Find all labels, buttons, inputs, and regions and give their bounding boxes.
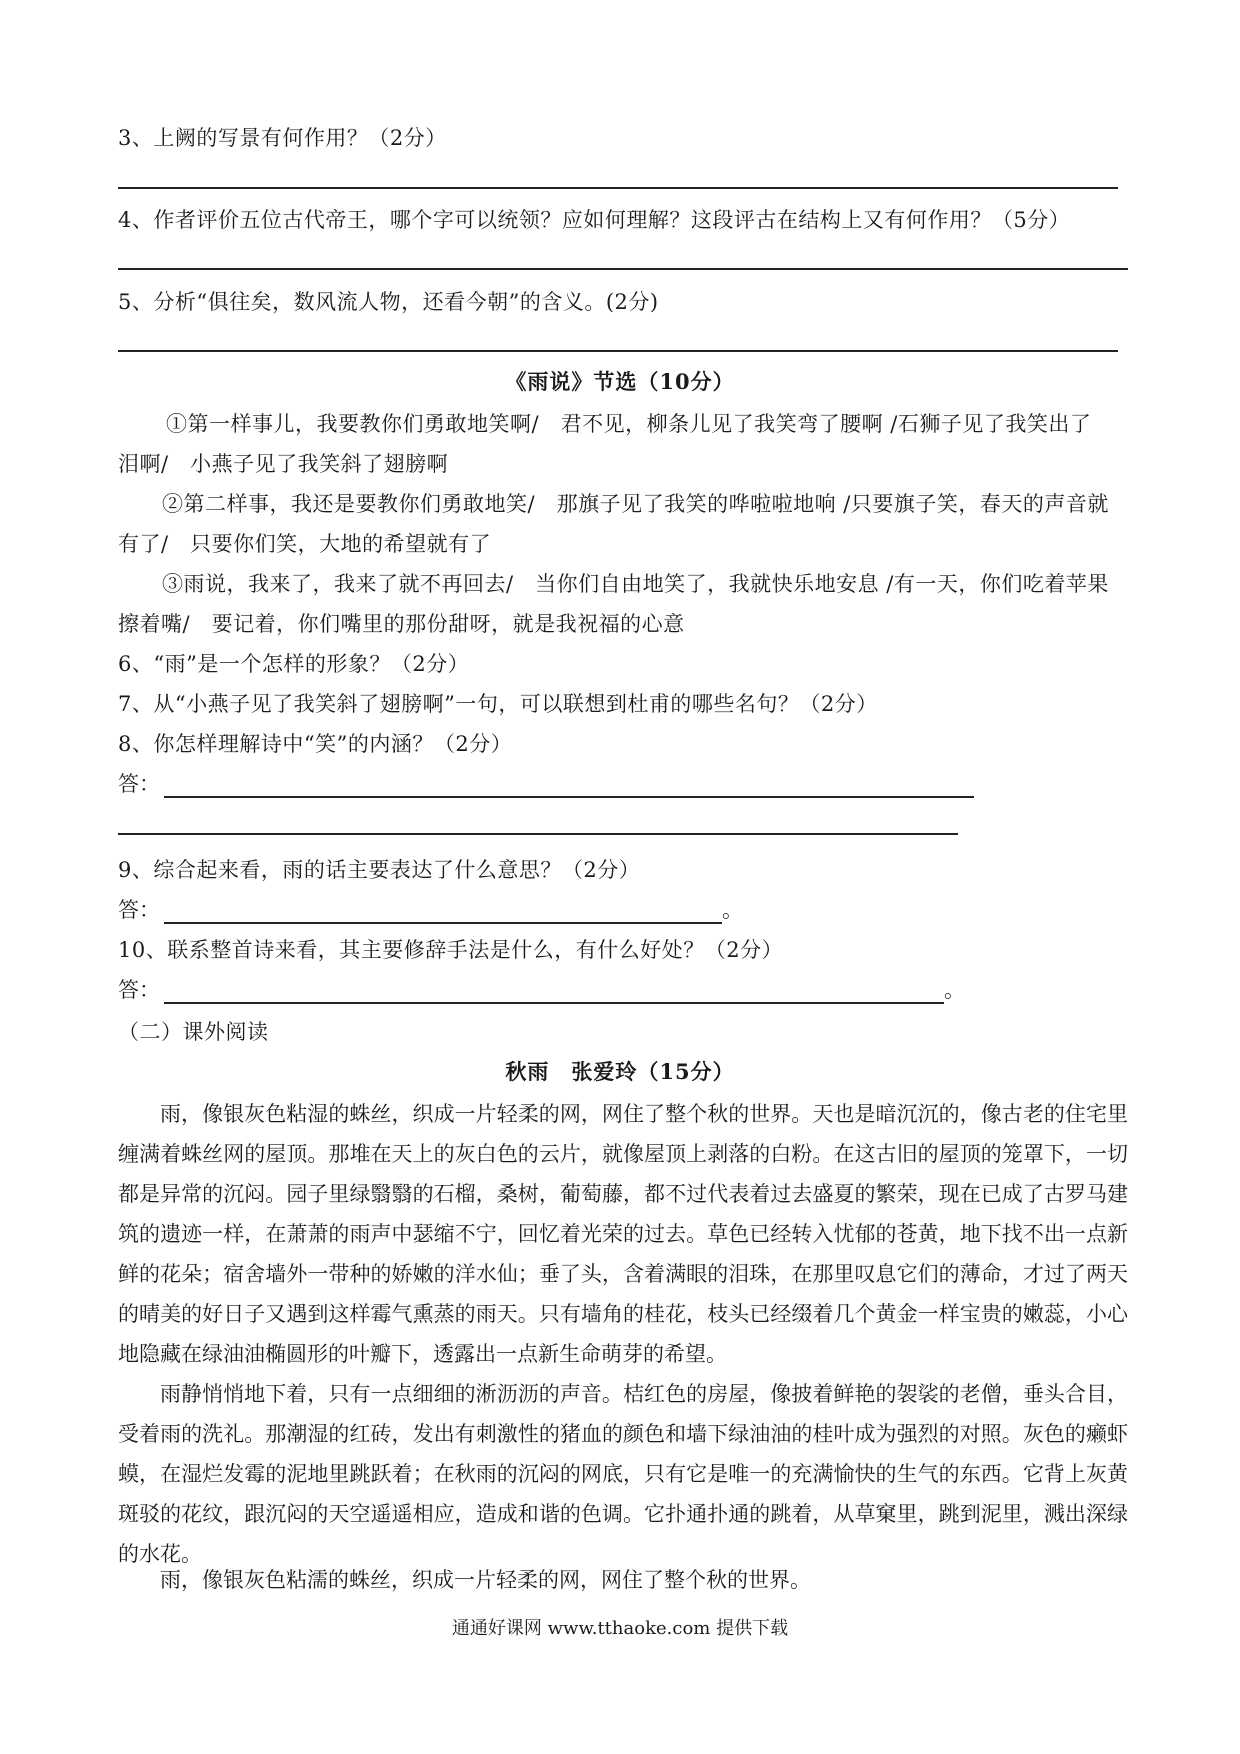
passage-title: 秋雨 张爱玲（15分）	[505, 1059, 735, 1084]
question-5: 5、分析“俱往矣，数风流人物，还看今朝”的含义。(2分)	[118, 290, 659, 314]
section-heading: （二）课外阅读	[118, 1020, 269, 1044]
answer-row-9	[118, 896, 743, 924]
poem-stanza-1-line-2: 泪啊/ 小燕子见了我笑斜了翅膀啊	[118, 452, 449, 476]
answer-line	[118, 350, 1118, 352]
question-8: 8、你怎样理解诗中“笑”的内涵？（2分）	[118, 732, 513, 756]
poem-stanza-2-line-2: 有了/ 只要你们笑，大地的希望就有了	[118, 532, 492, 556]
question-10: 10、联系整首诗来看，其主要修辞手法是什么，有什么好处？（2分）	[118, 938, 784, 962]
question-6: 6、“雨”是一个怎样的形象？（2分）	[118, 652, 470, 676]
answer-line	[118, 187, 1118, 189]
poem-stanza-2-line-1: ②第二样事，我还是要教你们勇敢地笑/ 那旗子见了我笑的哗啦啦地响 /只要旗子笑，春天的声音就	[162, 492, 1109, 516]
answer-row-8	[118, 770, 974, 798]
poem-stanza-3-line-1: ③雨说，我来了，我来了就不再回去/ 当你们自由地笑了，我就快乐地安息 /有一天，你们吃着苹果	[162, 572, 1109, 596]
poem-title: 《雨说》节选（10分）	[505, 369, 735, 394]
passage-paragraph-1: 雨，像银灰色粘湿的蛛丝，织成一片轻柔的网，网住了整个秋的世界。天也是暗沉沉的，像古老的住宅里缠满着蛛丝网的屋顶。那堆在天上的灰白色的云片，就像屋顶上剥落的白粉。在这古旧的屋顶的笼罩下，一切都是异常的沉闷。园子里绿翳翳的石榴，桑树，葡萄藤，都不过代表着过去盛夏的繁荣，现在已成了古罗马建筑的遗迹一样，在萧萧的雨声中瑟缩不宁，回忆着光荣的过去。草色已经转入忧郁的苍黄，地下找不出一点新鲜的花朵；宿舍墙外一带种的娇嫩的洋水仙；垂了头，含着满眼的泪珠，在那里叹息它们的薄命，才过了两天的晴美的好日子又遇到这样霉气熏蒸的雨天。只有墙角的桂花，枝头已经缀着几个黄金一样宝贵的嫩蕊，小心地隐藏在绿油油椭圆形的叶瓣下，透露出一点新生命萌芽的希望。	[118, 1102, 1128, 1366]
page-footer: 通通好课网 www.tthaoke.com 提供下载	[451, 1618, 789, 1639]
question-4: 4、作者评价五位古代帝王，哪个字可以统领？应如何理解？这段评古在结构上又有何作用？（5分）	[118, 208, 1071, 232]
passage-paragraph-2: 雨静悄悄地下着，只有一点细细的淅沥沥的声音。桔红色的房屋，像披着鲜艳的袈裟的老僧，垂头合目，受着雨的洗礼。那潮湿的红砖，发出有刺激性的猪血的颜色和墙下绿油油的桂叶成为强烈的对照。灰色的癞虾蟆，在湿烂发霉的泥地里跳跃着；在秋雨的沉闷的网底，只有它是唯一的充满愉快的生气的东西。它背上灰黄斑驳的花纹，跟沉闷的天空遥遥相应，造成和谐的色调。它扑通扑通的跳着，从草窠里，跳到泥里，溅出深绿的水花。	[118, 1382, 1128, 1566]
passage-paragraph-3: 雨，像银灰色粘濡的蛛丝，织成一片轻柔的网，网住了整个秋的世界。	[160, 1568, 811, 1592]
answer-label: 答：	[118, 772, 160, 796]
answer-label: 答：	[118, 978, 160, 1002]
poem-stanza-3-line-2: 擦着嘴/ 要记着，你们嘴里的那份甜呀，就是我祝福的心意	[118, 612, 685, 636]
answer-period: 。	[722, 898, 743, 922]
answer-line	[118, 833, 958, 835]
answer-field[interactable]	[164, 774, 974, 798]
answer-line	[118, 268, 1128, 270]
answer-field[interactable]	[164, 900, 722, 924]
answer-period: 。	[944, 978, 965, 1002]
question-3: 3、上阙的写景有何作用？（2分）	[118, 126, 447, 150]
question-7: 7、从“小燕子见了我笑斜了翅膀啊”一句，可以联想到杜甫的哪些名句？（2分）	[118, 692, 878, 716]
poem-stanza-1-line-1: ①第一样事儿，我要教你们勇敢地笑啊/ 君不见，柳条儿见了我笑弯了腰啊 /石狮子见了我笑出了	[166, 412, 1092, 436]
answer-row-10	[118, 976, 965, 1004]
question-9: 9、综合起来看，雨的话主要表达了什么意思？（2分）	[118, 858, 641, 882]
answer-field[interactable]	[164, 980, 944, 1004]
answer-label: 答：	[118, 898, 160, 922]
